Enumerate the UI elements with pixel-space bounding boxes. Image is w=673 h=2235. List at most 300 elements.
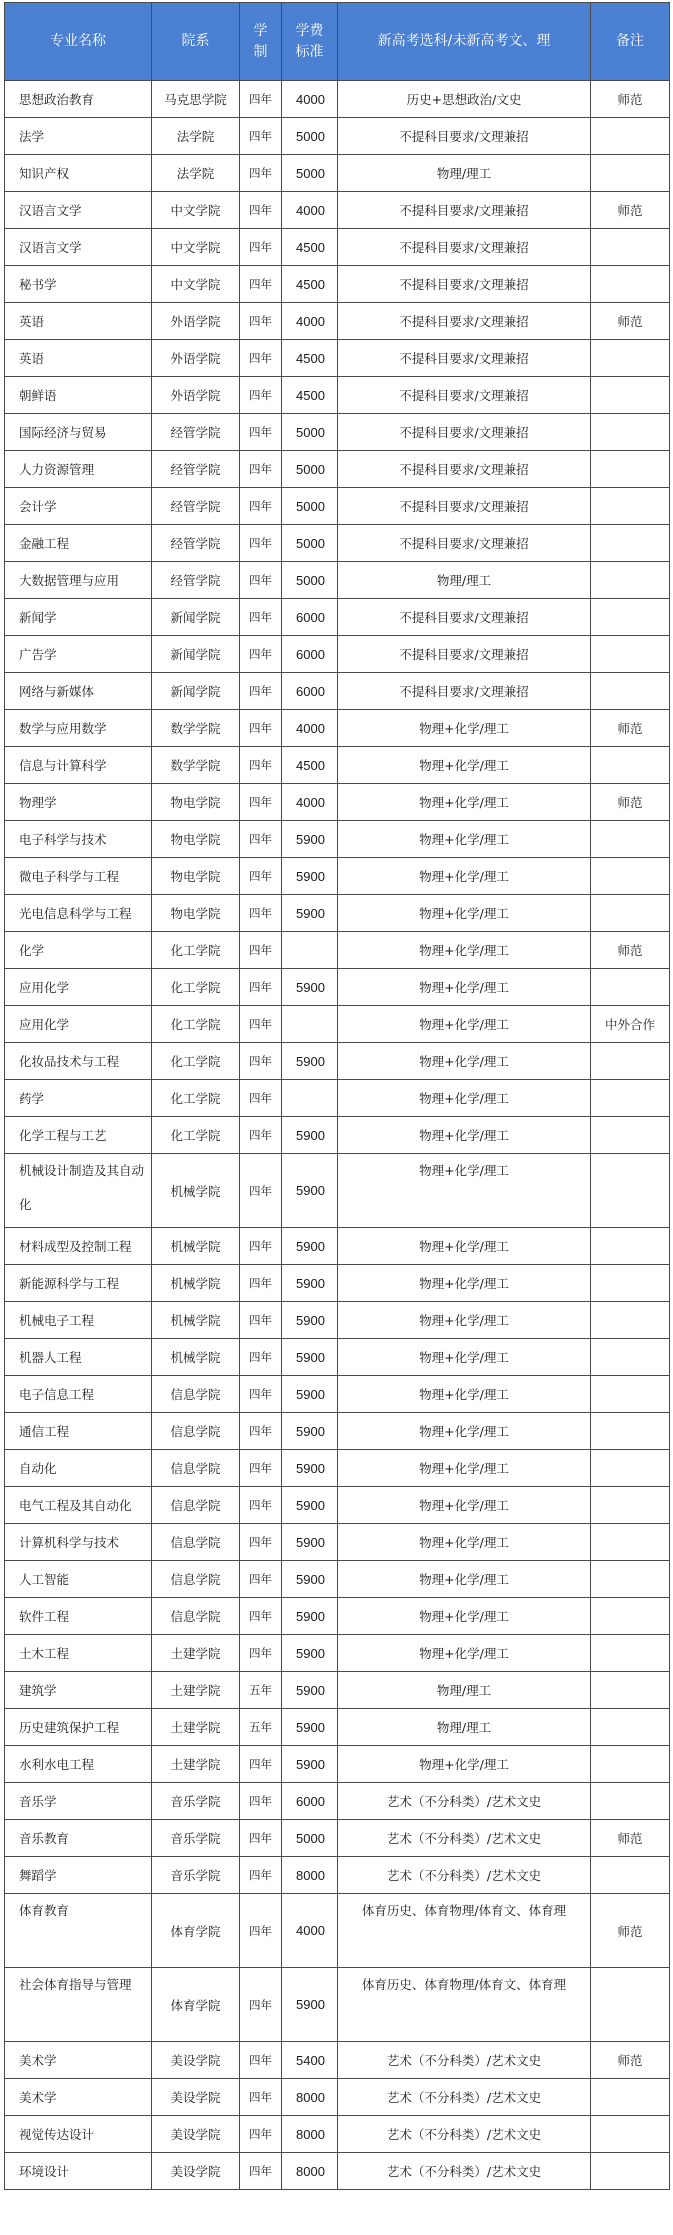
table-row	[5, 932, 670, 969]
major-name-cell: 英语	[5, 340, 152, 377]
subject-requirement-cell: 艺术（不分科类）/艺术文史	[338, 2153, 591, 2190]
tuition-cell: 4500	[282, 747, 338, 784]
tuition-cell	[282, 1006, 338, 1043]
subject-requirement-cell: 物理+化学/理工	[338, 1043, 591, 1080]
subject-requirement-cell: 物理+化学/理工	[338, 1154, 591, 1228]
table-row	[5, 895, 670, 932]
department-cell: 体育学院	[152, 1894, 240, 1968]
major-name-cell: 化学工程与工艺	[5, 1117, 152, 1154]
subject-requirement-cell: 物理+化学/理工	[338, 1450, 591, 1487]
remarks-cell	[591, 1635, 670, 1672]
remarks-cell	[591, 1672, 670, 1709]
tuition-cell: 5000	[282, 118, 338, 155]
major-name-cell: 应用化学	[5, 969, 152, 1006]
major-name-cell: 历史建筑保护工程	[5, 1709, 152, 1746]
department-cell: 法学院	[152, 118, 240, 155]
remarks-cell	[591, 488, 670, 525]
duration-cell: 四年	[240, 192, 282, 229]
table-row	[5, 562, 670, 599]
department-cell: 化工学院	[152, 969, 240, 1006]
subject-requirement-cell: 物理/理工	[338, 155, 591, 192]
major-name-cell: 土木工程	[5, 1635, 152, 1672]
tuition-cell: 4000	[282, 784, 338, 821]
subject-requirement-cell: 物理/理工	[338, 1672, 591, 1709]
header-tuition	[282, 3, 338, 81]
table-row	[5, 377, 670, 414]
table-row	[5, 784, 670, 821]
subject-requirement-cell: 不提科目要求/文理兼招	[338, 229, 591, 266]
tuition-cell: 5900	[282, 1228, 338, 1265]
table-header	[5, 3, 670, 81]
header-remarks: 备注	[591, 3, 670, 81]
tuition-cell: 4000	[282, 1894, 338, 1968]
subject-requirement-cell: 物理+化学/理工	[338, 1635, 591, 1672]
duration-cell: 四年	[240, 377, 282, 414]
remarks-cell: 师范	[591, 192, 670, 229]
remarks-cell	[591, 747, 670, 784]
subject-requirement-cell: 艺术（不分科类）/艺术文史	[338, 1857, 591, 1894]
duration-cell: 五年	[240, 1709, 282, 1746]
major-name-cell: 朝鲜语	[5, 377, 152, 414]
department-cell: 机械学院	[152, 1302, 240, 1339]
major-name-cell: 环境设计	[5, 2153, 152, 2190]
subject-requirement-cell: 体育历史、体育物理/体育文、体育理	[338, 1968, 591, 2042]
department-cell: 美设学院	[152, 2079, 240, 2116]
major-name-cell: 舞蹈学	[5, 1857, 152, 1894]
subject-requirement-cell: 物理+化学/理工	[338, 710, 591, 747]
header-duration	[240, 3, 282, 81]
duration-cell: 四年	[240, 1450, 282, 1487]
subject-requirement-cell: 物理+化学/理工	[338, 932, 591, 969]
duration-cell: 四年	[240, 1413, 282, 1450]
table-row	[5, 2079, 670, 2116]
duration-cell: 四年	[240, 1820, 282, 1857]
subject-requirement-cell: 物理+化学/理工	[338, 858, 591, 895]
tuition-cell: 6000	[282, 1783, 338, 1820]
major-name-cell: 应用化学	[5, 1006, 152, 1043]
remarks-cell: 师范	[591, 303, 670, 340]
duration-cell: 四年	[240, 1117, 282, 1154]
major-name-cell: 英语	[5, 303, 152, 340]
tuition-cell: 5900	[282, 1376, 338, 1413]
tuition-cell: 4000	[282, 710, 338, 747]
duration-cell: 四年	[240, 81, 282, 118]
major-name-cell: 广告学	[5, 636, 152, 673]
department-cell: 音乐学院	[152, 1783, 240, 1820]
major-name-cell: 化学	[5, 932, 152, 969]
duration-cell: 四年	[240, 784, 282, 821]
remarks-cell	[591, 1302, 670, 1339]
tuition-cell: 5900	[282, 1265, 338, 1302]
remarks-cell	[591, 229, 670, 266]
table-row	[5, 1154, 670, 1228]
table-row	[5, 1413, 670, 1450]
table-row	[5, 1561, 670, 1598]
tuition-cell: 5900	[282, 1450, 338, 1487]
subject-requirement-cell: 不提科目要求/文理兼招	[338, 377, 591, 414]
subject-requirement-cell: 物理+化学/理工	[338, 1006, 591, 1043]
tuition-cell: 5900	[282, 1302, 338, 1339]
department-cell: 经管学院	[152, 414, 240, 451]
table-row	[5, 1080, 670, 1117]
table-row	[5, 155, 670, 192]
remarks-cell	[591, 451, 670, 488]
tuition-cell: 5000	[282, 414, 338, 451]
major-name-cell: 会计学	[5, 488, 152, 525]
header-row	[5, 3, 670, 81]
major-name-cell: 视觉传达设计	[5, 2116, 152, 2153]
duration-cell: 四年	[240, 1376, 282, 1413]
major-name-cell: 电子信息工程	[5, 1376, 152, 1413]
header-tuition-text: 学费标准	[295, 22, 324, 60]
major-name-cell: 数学与应用数学	[5, 710, 152, 747]
table-row	[5, 1006, 670, 1043]
duration-cell: 四年	[240, 2116, 282, 2153]
major-name-cell: 机械设计制造及其自动化	[5, 1154, 152, 1228]
major-name-cell: 新闻学	[5, 599, 152, 636]
remarks-cell	[591, 1968, 670, 2042]
remarks-cell	[591, 414, 670, 451]
duration-cell: 四年	[240, 340, 282, 377]
department-cell: 数学学院	[152, 710, 240, 747]
subject-requirement-cell: 体育历史、体育物理/体育文、体育理	[338, 1894, 591, 1968]
tuition-cell: 6000	[282, 599, 338, 636]
duration-cell: 四年	[240, 2079, 282, 2116]
table-row	[5, 858, 670, 895]
subject-requirement-cell: 不提科目要求/文理兼招	[338, 488, 591, 525]
tuition-cell: 5900	[282, 1413, 338, 1450]
tuition-cell: 5900	[282, 1117, 338, 1154]
tuition-cell: 5900	[282, 1672, 338, 1709]
remarks-cell	[591, 2116, 670, 2153]
tuition-cell: 5900	[282, 1339, 338, 1376]
table-row	[5, 1672, 670, 1709]
tuition-cell: 4500	[282, 340, 338, 377]
table-row	[5, 340, 670, 377]
major-name-cell: 电子科学与技术	[5, 821, 152, 858]
tuition-cell: 5000	[282, 451, 338, 488]
header-department: 院系	[152, 3, 240, 81]
duration-cell: 四年	[240, 1635, 282, 1672]
majors-table	[4, 2, 670, 2190]
table-row	[5, 81, 670, 118]
tuition-cell: 5900	[282, 895, 338, 932]
remarks-cell	[591, 599, 670, 636]
subject-requirement-cell: 物理+化学/理工	[338, 747, 591, 784]
remarks-cell	[591, 1228, 670, 1265]
tuition-cell: 5000	[282, 562, 338, 599]
remarks-cell	[591, 377, 670, 414]
remarks-cell	[591, 562, 670, 599]
major-name-cell: 美术学	[5, 2042, 152, 2079]
department-cell: 音乐学院	[152, 1857, 240, 1894]
major-name-cell: 材料成型及控制工程	[5, 1228, 152, 1265]
major-name-cell: 大数据管理与应用	[5, 562, 152, 599]
department-cell: 外语学院	[152, 377, 240, 414]
subject-requirement-cell: 不提科目要求/文理兼招	[338, 340, 591, 377]
major-name-cell: 人工智能	[5, 1561, 152, 1598]
header-subject-requirement: 新高考选科/未新高考文、理	[338, 3, 591, 81]
table-row	[5, 1265, 670, 1302]
department-cell: 化工学院	[152, 1080, 240, 1117]
department-cell: 化工学院	[152, 1006, 240, 1043]
remarks-cell	[591, 1154, 670, 1228]
subject-requirement-cell: 物理+化学/理工	[338, 1080, 591, 1117]
subject-requirement-cell: 物理/理工	[338, 1709, 591, 1746]
duration-cell: 四年	[240, 1524, 282, 1561]
tuition-cell: 5900	[282, 1709, 338, 1746]
remarks-cell	[591, 1450, 670, 1487]
major-name-cell: 美术学	[5, 2079, 152, 2116]
duration-cell: 四年	[240, 599, 282, 636]
table-row	[5, 969, 670, 1006]
major-name-cell: 法学	[5, 118, 152, 155]
duration-cell: 四年	[240, 414, 282, 451]
table-row	[5, 1117, 670, 1154]
remarks-cell	[591, 266, 670, 303]
remarks-cell: 师范	[591, 1820, 670, 1857]
department-cell: 中文学院	[152, 229, 240, 266]
subject-requirement-cell: 物理+化学/理工	[338, 1561, 591, 1598]
department-cell: 新闻学院	[152, 673, 240, 710]
department-cell: 中文学院	[152, 192, 240, 229]
major-name-cell: 建筑学	[5, 1672, 152, 1709]
department-cell: 经管学院	[152, 451, 240, 488]
table-body	[5, 81, 670, 2190]
duration-cell: 四年	[240, 1154, 282, 1228]
subject-requirement-cell: 不提科目要求/文理兼招	[338, 525, 591, 562]
subject-requirement-cell: 艺术（不分科类）/艺术文史	[338, 2116, 591, 2153]
remarks-cell: 师范	[591, 784, 670, 821]
duration-cell: 四年	[240, 969, 282, 1006]
major-name-cell: 水利水电工程	[5, 1746, 152, 1783]
remarks-cell	[591, 1265, 670, 1302]
subject-requirement-cell: 不提科目要求/文理兼招	[338, 266, 591, 303]
department-cell: 新闻学院	[152, 636, 240, 673]
tuition-cell: 5900	[282, 1043, 338, 1080]
tuition-cell: 8000	[282, 2153, 338, 2190]
department-cell: 美设学院	[152, 2153, 240, 2190]
tuition-cell: 5900	[282, 1635, 338, 1672]
remarks-cell	[591, 1598, 670, 1635]
major-name-cell: 微电子科学与工程	[5, 858, 152, 895]
duration-cell: 五年	[240, 1672, 282, 1709]
duration-cell: 四年	[240, 636, 282, 673]
tuition-cell: 5900	[282, 1154, 338, 1228]
tuition-cell: 5400	[282, 2042, 338, 2079]
remarks-cell	[591, 1117, 670, 1154]
tuition-cell: 4000	[282, 192, 338, 229]
remarks-cell	[591, 1487, 670, 1524]
subject-requirement-cell: 物理+化学/理工	[338, 1487, 591, 1524]
remarks-cell	[591, 1783, 670, 1820]
duration-cell: 四年	[240, 932, 282, 969]
table-row	[5, 1857, 670, 1894]
major-name-cell: 国际经济与贸易	[5, 414, 152, 451]
subject-requirement-cell: 物理+化学/理工	[338, 1413, 591, 1450]
department-cell: 土建学院	[152, 1672, 240, 1709]
tuition-cell: 4000	[282, 303, 338, 340]
duration-cell: 四年	[240, 229, 282, 266]
major-name-cell: 音乐学	[5, 1783, 152, 1820]
duration-cell: 四年	[240, 266, 282, 303]
major-name-cell: 体育教育	[5, 1894, 152, 1968]
duration-cell: 四年	[240, 1487, 282, 1524]
duration-cell: 四年	[240, 1080, 282, 1117]
duration-cell: 四年	[240, 858, 282, 895]
duration-cell: 四年	[240, 747, 282, 784]
table-row	[5, 1709, 670, 1746]
department-cell: 中文学院	[152, 266, 240, 303]
tuition-cell: 6000	[282, 636, 338, 673]
duration-cell: 四年	[240, 821, 282, 858]
table-row	[5, 1339, 670, 1376]
header-major-name: 专业名称	[5, 3, 152, 81]
duration-cell: 四年	[240, 525, 282, 562]
duration-cell: 四年	[240, 303, 282, 340]
duration-cell: 四年	[240, 562, 282, 599]
tuition-cell: 6000	[282, 673, 338, 710]
table-row	[5, 1376, 670, 1413]
duration-cell: 四年	[240, 488, 282, 525]
department-cell: 物电学院	[152, 784, 240, 821]
subject-requirement-cell: 艺术（不分科类）/艺术文史	[338, 1783, 591, 1820]
tuition-cell: 4500	[282, 266, 338, 303]
major-name-cell: 软件工程	[5, 1598, 152, 1635]
department-cell: 马克思学院	[152, 81, 240, 118]
header-duration-text: 学制	[253, 22, 268, 60]
table-row	[5, 1783, 670, 1820]
subject-requirement-cell: 物理/理工	[338, 562, 591, 599]
major-name-cell: 思想政治教育	[5, 81, 152, 118]
department-cell: 机械学院	[152, 1228, 240, 1265]
table-row	[5, 1635, 670, 1672]
remarks-cell	[591, 525, 670, 562]
table-row	[5, 1894, 670, 1968]
department-cell: 信息学院	[152, 1561, 240, 1598]
major-name-cell: 通信工程	[5, 1413, 152, 1450]
table-row	[5, 673, 670, 710]
tuition-cell: 5900	[282, 1598, 338, 1635]
subject-requirement-cell: 物理+化学/理工	[338, 1746, 591, 1783]
table-row	[5, 266, 670, 303]
subject-requirement-cell: 物理+化学/理工	[338, 1376, 591, 1413]
subject-requirement-cell: 不提科目要求/文理兼招	[338, 118, 591, 155]
table-row	[5, 710, 670, 747]
table-row	[5, 1228, 670, 1265]
department-cell: 经管学院	[152, 488, 240, 525]
duration-cell: 四年	[240, 1894, 282, 1968]
major-name-cell: 音乐教育	[5, 1820, 152, 1857]
department-cell: 体育学院	[152, 1968, 240, 2042]
table-row	[5, 451, 670, 488]
tuition-cell: 8000	[282, 1857, 338, 1894]
major-name-cell: 汉语言文学	[5, 229, 152, 266]
department-cell: 数学学院	[152, 747, 240, 784]
department-cell: 信息学院	[152, 1376, 240, 1413]
remarks-cell: 中外合作	[591, 1006, 670, 1043]
tuition-cell: 8000	[282, 2079, 338, 2116]
table-row	[5, 414, 670, 451]
remarks-cell	[591, 2153, 670, 2190]
department-cell: 信息学院	[152, 1413, 240, 1450]
duration-cell: 四年	[240, 2153, 282, 2190]
tuition-cell: 5900	[282, 1487, 338, 1524]
subject-requirement-cell: 不提科目要求/文理兼招	[338, 599, 591, 636]
remarks-cell	[591, 340, 670, 377]
department-cell: 美设学院	[152, 2116, 240, 2153]
table-row	[5, 303, 670, 340]
major-name-cell: 机器人工程	[5, 1339, 152, 1376]
major-name-cell: 社会体育指导与管理	[5, 1968, 152, 2042]
department-cell: 土建学院	[152, 1635, 240, 1672]
major-name-cell: 自动化	[5, 1450, 152, 1487]
table-row	[5, 1302, 670, 1339]
duration-cell: 四年	[240, 118, 282, 155]
subject-requirement-cell: 不提科目要求/文理兼招	[338, 414, 591, 451]
department-cell: 物电学院	[152, 858, 240, 895]
tuition-cell: 5000	[282, 155, 338, 192]
subject-requirement-cell: 艺术（不分科类）/艺术文史	[338, 2042, 591, 2079]
remarks-cell	[591, 1376, 670, 1413]
tuition-cell: 8000	[282, 2116, 338, 2153]
tuition-cell	[282, 932, 338, 969]
table-row	[5, 525, 670, 562]
remarks-cell	[591, 636, 670, 673]
remarks-cell	[591, 1709, 670, 1746]
subject-requirement-cell: 物理+化学/理工	[338, 821, 591, 858]
subject-requirement-cell: 物理+化学/理工	[338, 1339, 591, 1376]
remarks-cell	[591, 1080, 670, 1117]
subject-requirement-cell: 物理+化学/理工	[338, 784, 591, 821]
department-cell: 经管学院	[152, 525, 240, 562]
remarks-cell: 师范	[591, 1894, 670, 1968]
subject-requirement-cell: 不提科目要求/文理兼招	[338, 451, 591, 488]
table-row	[5, 488, 670, 525]
duration-cell: 四年	[240, 1746, 282, 1783]
tuition-cell: 5000	[282, 525, 338, 562]
remarks-cell	[591, 1043, 670, 1080]
remarks-cell	[591, 821, 670, 858]
department-cell: 土建学院	[152, 1746, 240, 1783]
subject-requirement-cell: 不提科目要求/文理兼招	[338, 303, 591, 340]
remarks-cell	[591, 1561, 670, 1598]
duration-cell: 四年	[240, 1043, 282, 1080]
duration-cell: 四年	[240, 1006, 282, 1043]
department-cell: 信息学院	[152, 1487, 240, 1524]
department-cell: 机械学院	[152, 1154, 240, 1228]
duration-cell: 四年	[240, 1302, 282, 1339]
duration-cell: 四年	[240, 1783, 282, 1820]
subject-requirement-cell: 艺术（不分科类）/艺术文史	[338, 1820, 591, 1857]
department-cell: 信息学院	[152, 1450, 240, 1487]
duration-cell: 四年	[240, 451, 282, 488]
department-cell: 机械学院	[152, 1265, 240, 1302]
duration-cell: 四年	[240, 1857, 282, 1894]
duration-cell: 四年	[240, 1598, 282, 1635]
department-cell: 物电学院	[152, 821, 240, 858]
duration-cell: 四年	[240, 673, 282, 710]
duration-cell: 四年	[240, 710, 282, 747]
table-row	[5, 1820, 670, 1857]
tuition-cell: 5000	[282, 1820, 338, 1857]
table-row	[5, 2153, 670, 2190]
department-cell: 经管学院	[152, 562, 240, 599]
remarks-cell	[591, 155, 670, 192]
subject-requirement-cell: 物理+化学/理工	[338, 1117, 591, 1154]
table-row	[5, 1746, 670, 1783]
major-name-cell: 化妆品技术与工程	[5, 1043, 152, 1080]
